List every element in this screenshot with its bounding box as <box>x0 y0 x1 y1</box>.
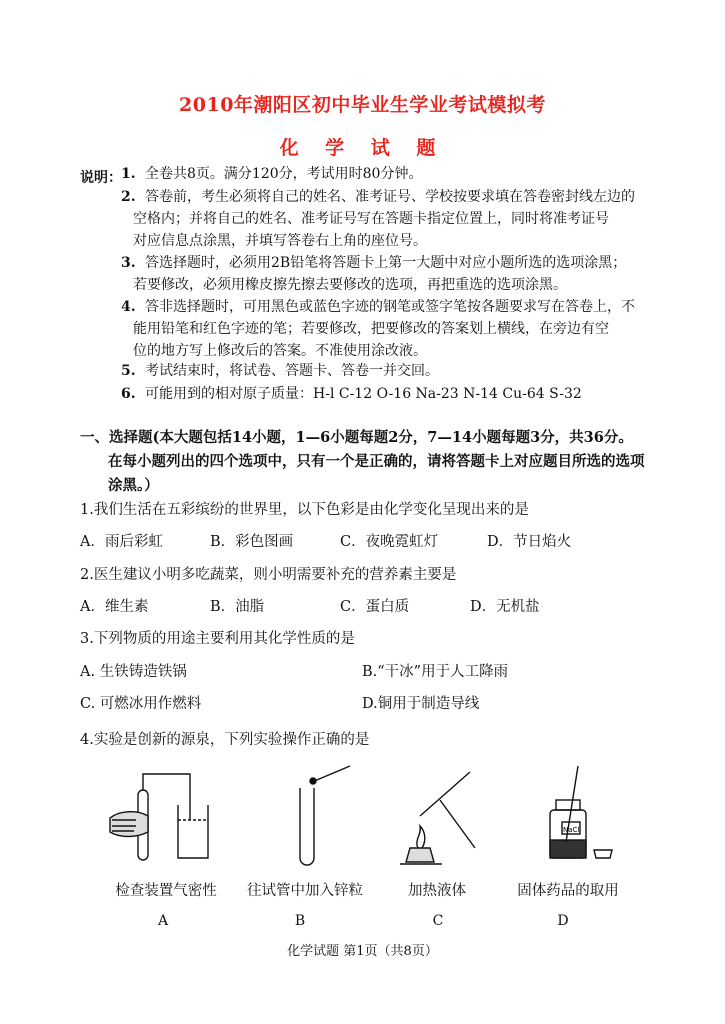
q1-option-c: C．夜晚霓虹灯 <box>340 534 439 550</box>
figure-d-solid-reagent-icon <box>550 766 612 858</box>
figure-a-letter: A <box>157 913 169 929</box>
note-6: 6. 可能用到的相对原子质量：H-l C-12 O-16 Na-23 N-14 Cu-64 S-32 <box>121 386 582 402</box>
q2-option-b: B．油脂 <box>210 599 265 615</box>
question-4-stem: 4.实验是创新的源泉，下列实验操作正确的是 <box>80 732 370 748</box>
question-2-stem: 2.医生建议小明多吃蔬菜，则小明需要补充的营养素主要是 <box>80 567 457 583</box>
figure-b-letter: B <box>294 913 306 929</box>
q3-option-a: A. 生铁铸造铁锅 <box>80 664 187 680</box>
figure-a-airtightness-icon <box>110 774 208 860</box>
q1-option-a: A．雨后彩虹 <box>80 534 163 550</box>
experiment-figures <box>100 760 640 870</box>
q2-option-d: D．无机盐 <box>470 599 540 615</box>
note-2: 2. 答卷前，考生必须将自己的姓名、准考证号、学校按要求填在答卷密封线左边的 空格内；并将自己的姓名、准考证号写在答题卡指定位置上，同时将准考证号 对应信息点涂黑，并填写答卷右上角的座位号。 <box>121 189 635 249</box>
q3-option-c: C. 可燃冰用作燃料 <box>80 696 202 712</box>
page-subtitle: 化 学 试 题 <box>279 137 446 159</box>
q3-option-b: B.“干冰”用于人工降雨 <box>362 664 509 680</box>
figure-c-caption: 加热液体 <box>408 883 466 899</box>
q3-option-d: D.铜用于制造导线 <box>362 696 480 712</box>
question-1-stem: 1.我们生活在五彩缤纷的世界里，以下色彩是由化学变化呈现出来的是 <box>80 502 529 518</box>
note-3: 3. 答选择题时，必须用2B铅笔将答题卡上第一大题中对应小题所选的选项涂黑； 若要修改，必须用橡皮擦先擦去要修改的选项，再把重选的选项涂黑。 <box>121 255 627 293</box>
q1-option-b: B．彩色图画 <box>210 534 294 550</box>
note-5: 5. 考试结束时，将试卷、答题卡、答卷一并交回。 <box>121 363 439 379</box>
bottle-label: NaCl <box>563 826 580 834</box>
note-4: 4. 答非选择题时，可用黑色或蓝色字迹的钢笔或签字笔按各题要求写在答卷上，不 能用铅笔和红色字迹的笔；若要修改，把要修改的答案划上横线，在旁边有空 位的地方写上修改后的答案。不准使用涂改液。 <box>121 299 635 359</box>
page-footer: 化学试题 第1页（共8页） <box>287 944 438 959</box>
page-title: 2010年潮阳区初中毕业生学业考试模拟考 <box>179 94 546 116</box>
figure-d-letter: D <box>557 913 569 929</box>
q2-option-a: A．维生素 <box>80 599 149 615</box>
q1-option-d: D．节日焰火 <box>487 534 572 550</box>
figure-b-test-tube-icon <box>300 766 350 865</box>
figure-c-letter: C <box>432 913 444 929</box>
figure-a-caption: 检查装置气密性 <box>115 883 217 899</box>
notes-label: 说明： <box>80 170 122 186</box>
figure-b-caption: 往试管中加入锌粒 <box>247 883 363 899</box>
q2-option-c: C．蛋白质 <box>340 599 410 615</box>
section-1-heading: 一、选择题(本大题包括14小题，1—6小题每题2分，7—14小题每题3分，共36分。 在每小题列出的四个选项中，只有一个是正确的，请将答题卡上对应题目所选的选项 涂黑。） <box>80 429 645 494</box>
figure-c-heating-icon <box>400 772 475 864</box>
question-3-stem: 3.下列物质的用途主要利用其化学性质的是 <box>80 631 355 647</box>
figure-d-caption: 固体药品的取用 <box>517 883 619 899</box>
note-1: 1. 全卷共8页。满分120分，考试用时80分钟。 <box>121 166 423 182</box>
